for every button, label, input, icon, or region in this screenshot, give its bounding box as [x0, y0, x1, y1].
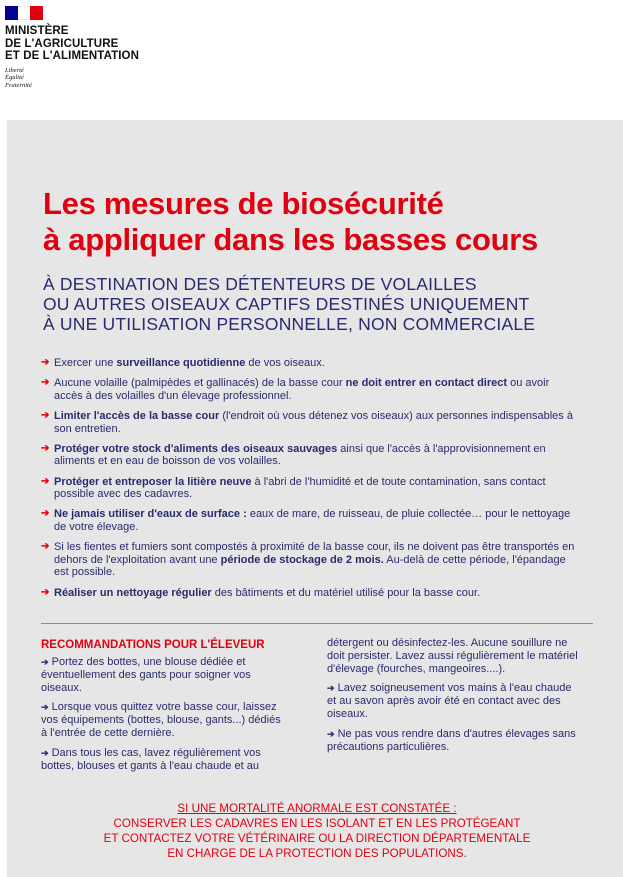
- measure-text: Exercer une: [54, 357, 117, 369]
- warning-line: SI UNE MORTALITÉ ANORMALE EST CONSTATÉE :: [177, 802, 457, 815]
- recommendation-text: Lavez soigneusement vos mains à l'eau chaude et au savon après avoir été en contact avec des oiseaux.: [327, 682, 572, 720]
- measure-emphasis: surveillance quotidienne: [116, 357, 246, 369]
- arrow-right-icon: ➔: [41, 377, 50, 389]
- poster-panel: [7, 120, 623, 877]
- arrow-right-icon: ➔: [41, 475, 50, 487]
- motto-line: Liberté: [5, 66, 24, 74]
- mortality-warning: [27, 801, 607, 861]
- recommendation-text: Dans tous les cas, lavez régulièrement vos bottes, blouses et gants à l'eau chaude et au: [41, 746, 261, 772]
- measure-item: [41, 443, 581, 468]
- french-flag-icon: [5, 6, 43, 20]
- arrow-right-icon: ➔: [327, 683, 335, 694]
- poster-title: [43, 186, 613, 258]
- subtitle-line: À UNE UTILISATION PERSONNELLE, NON COMMERCIALE: [43, 314, 536, 334]
- poster-subtitle: [43, 274, 613, 334]
- measure-text: ou avoir accès à des volailles d'un élevage professionnel.: [54, 377, 550, 402]
- measure-item: [41, 541, 581, 579]
- ministry-line: MINISTÈRE: [5, 25, 69, 37]
- subtitle-line: À DESTINATION DES DÉTENTEURS DE VOLAILLES: [43, 274, 477, 294]
- measure-emphasis: Réaliser un nettoyage régulier: [54, 586, 212, 599]
- arrow-right-icon: ➔: [41, 747, 49, 758]
- recommendation-item: [327, 728, 582, 754]
- ministry-logo: [5, 6, 139, 89]
- recommendations-left-column: [41, 656, 286, 779]
- biosecurity-measures-list: [41, 357, 581, 607]
- recommendation-text: Lorsque vous quittez votre basse cour, laissez vos équipements (bottes, blouse, gants...) dédiés à l'entrée de cette dernière.: [41, 701, 281, 739]
- arrow-right-icon: ➔: [327, 728, 335, 739]
- recommendation-continuation: détergent ou désinfectez-les. Aucune souillure ne doit persister. Lavez aussi régulièrement le matériel d'élevage (fourches, mangeoires....).: [327, 637, 578, 675]
- measure-item: [41, 377, 581, 402]
- recommendation-text: Ne pas vous rendre dans d'autres élevages sans précautions particulières.: [327, 727, 576, 753]
- warning-line: CONSERVER LES CADAVRES EN LES ISOLANT ET EN LES PROTÉGEANT: [113, 817, 521, 830]
- measure-item: [41, 508, 581, 533]
- warning-line: ET CONTACTEZ VOTRE VÉTÉRINAIRE OU LA DIRECTION DÉPARTEMENTALE: [103, 832, 531, 845]
- arrow-right-icon: ➔: [41, 410, 50, 422]
- arrow-right-icon: ➔: [41, 357, 50, 368]
- arrow-right-icon: ➔: [41, 508, 50, 520]
- recommendation-item: [41, 701, 286, 739]
- measure-text: Si les fientes et fumiers sont compostés à proximité de la basse cour, ils ne doivent pas être transportés en dehors de l'exploitation avant une: [54, 541, 575, 566]
- measure-emphasis: Protéger votre stock d'aliments des oiseaux sauvages: [54, 442, 338, 455]
- measure-text: Au-delà de cette période, l'épandage est possible.: [54, 553, 566, 579]
- measure-item: [41, 476, 581, 501]
- measure-emphasis: Protéger et entreposer la litière neuve: [54, 475, 252, 488]
- recommendations-title: RECOMMANDATIONS POUR L'ÉLEVEUR: [41, 639, 265, 651]
- measure-emphasis: période de stockage de 2 mois.: [220, 553, 384, 566]
- ministry-line: DE L'AGRICULTURE: [5, 37, 119, 50]
- title-line: Les mesures de biosécurité: [43, 186, 444, 221]
- measure-item: [41, 587, 581, 600]
- motto-line: Égalité: [5, 74, 24, 81]
- measure-text: ainsi que l'accès à l'approvisionnement en aliments et en eau de boisson de vos volailles.: [54, 442, 546, 468]
- recommendation-item: [41, 656, 286, 694]
- measure-text: (l'endroit où vous détenez vos oiseaux) aux personnes indispensables à son entretien.: [54, 410, 573, 435]
- subtitle-line: OU AUTRES OISEAUX CAPTIFS DESTINÉS UNIQUEMENT: [43, 294, 530, 314]
- arrow-right-icon: ➔: [41, 657, 49, 667]
- measure-emphasis: ne doit entrer en contact direct: [345, 377, 508, 390]
- republic-motto: [5, 67, 139, 90]
- measure-item: [41, 410, 581, 435]
- measure-item: [41, 357, 581, 370]
- measure-text: des bâtiments et du matériel utilisé pour la basse cour.: [211, 586, 481, 599]
- title-line: à appliquer dans les basses cours: [43, 222, 538, 257]
- ministry-name: [5, 25, 139, 63]
- recommendation-text: Portez des bottes, une blouse dédiée et éventuellement des gants pour soigner vos oiseaux.: [41, 656, 251, 694]
- arrow-right-icon: ➔: [41, 442, 50, 454]
- arrow-right-icon: ➔: [41, 586, 50, 598]
- measure-text: eaux de mare, de ruisseau, de pluie collectée… pour le nettoyage de votre élevage.: [54, 508, 571, 533]
- arrow-right-icon: ➔: [41, 541, 50, 553]
- warning-line: EN CHARGE DE LA PROTECTION DES POPULATIONS.: [167, 847, 467, 860]
- motto-line: Fraternité: [5, 81, 32, 89]
- measure-text: à l'abri de l'humidité et de toute contamination, sans contact possible avec des cadavres.: [54, 475, 546, 501]
- measure-emphasis: Ne jamais utiliser d'eaux de surface :: [54, 508, 247, 521]
- recommendation-item: [327, 682, 582, 720]
- section-divider: [41, 623, 593, 624]
- measure-emphasis: Limiter l'accès de la basse cour: [54, 410, 220, 423]
- recommendation-item: [41, 747, 286, 773]
- arrow-right-icon: ➔: [41, 702, 49, 713]
- recommendations-right-column: [327, 637, 582, 760]
- ministry-line: ET DE L'ALIMENTATION: [5, 50, 139, 62]
- measure-text: de vos oiseaux.: [245, 357, 325, 369]
- recommendations-right-items: [327, 682, 582, 753]
- measure-text: Aucune volaille (palmipèdes et gallinacés) de la basse cour: [54, 377, 346, 390]
